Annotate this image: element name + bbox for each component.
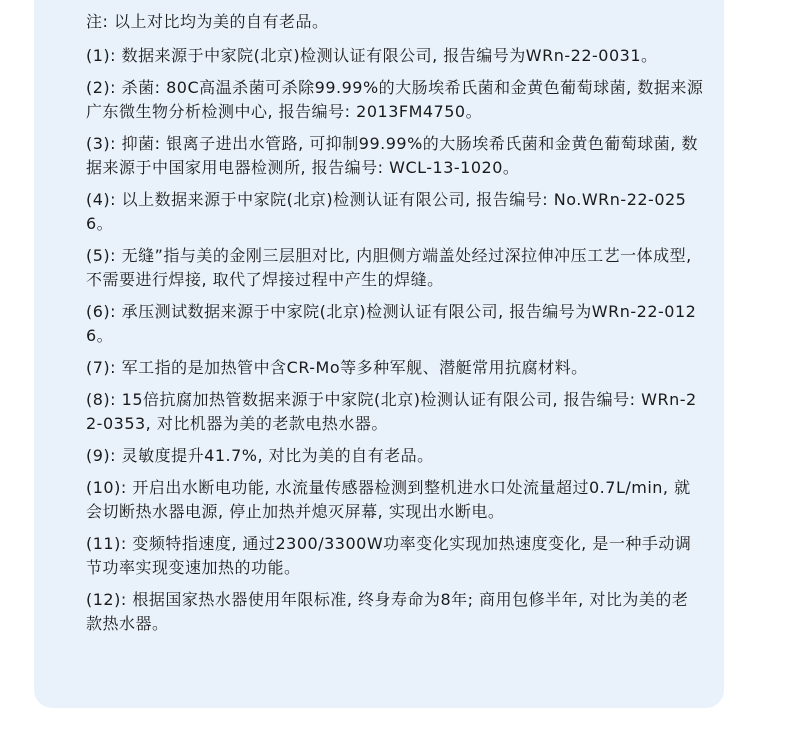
note-item-9: (9): 灵敏度提升41.7%, 对比为美的自有老品。 — [86, 446, 434, 465]
notes-heading: 注: 以上对比均为美的自有老品。 — [86, 12, 329, 31]
note-item-12: (12): 根据国家热水器使用年限标准, 终身寿命为8年; 商用包修半年, 对比为美的老款热水器。 — [86, 590, 689, 633]
note-item-11: (11): 变频特指速度, 通过2300/3300W功率变化实现加热速度变化, 是一种手动调节功率实现变速加热的功能。 — [86, 534, 692, 577]
note-item-7: (7): 军工指的是加热管中含CR-Mo等多种军舰、潜艇常用抗腐材料。 — [86, 358, 588, 377]
note-item-6: (6): 承压测试数据来源于中家院(北京)检测认证有限公司, 报告编号为WRn-22-0126。 — [86, 302, 697, 345]
note-item-5: (5): 无缝”指与美的金刚三层胆对比, 内胆侧方端盖处经过深拉伸冲压工艺一体成型, 不需要进行焊接, 取代了焊接过程中产生的焊缝。 — [86, 246, 692, 289]
note-item-4: (4): 以上数据来源于中家院(北京)检测认证有限公司, 报告编号: No.WRn-22-0256。 — [86, 190, 687, 233]
note-item-2: (2): 杀菌: 80C高温杀菌可杀除99.99%的大肠埃希氏菌和金黄色葡萄球菌, 数据来源广东微生物分析检测中心, 报告编号: 2013FM4750。 — [86, 78, 704, 121]
note-item-10: (10): 开启出水断电功能, 水流量传感器检测到整机进水口处流量超过0.7L/min, 就会切断热水器电源, 停止加热并熄灭屏幕, 实现出水断电。 — [86, 478, 691, 521]
note-item-3: (3): 抑菌: 银离子进出水管路, 可抑制99.99%的大肠埃希氏菌和金黄色葡萄球菌, 数据来源于中国家用电器检测所, 报告编号: WCL-13-1020。 — [86, 134, 698, 177]
note-item-1: (1): 数据来源于中家院(北京)检测认证有限公司, 报告编号为WRn-22-0031。 — [86, 46, 658, 65]
notes-panel — [34, 0, 724, 708]
note-item-8: (8): 15倍抗腐加热管数据来源于中家院(北京)检测认证有限公司, 报告编号: WRn-22-0353, 对比机器为美的老款电热水器。 — [86, 390, 697, 433]
